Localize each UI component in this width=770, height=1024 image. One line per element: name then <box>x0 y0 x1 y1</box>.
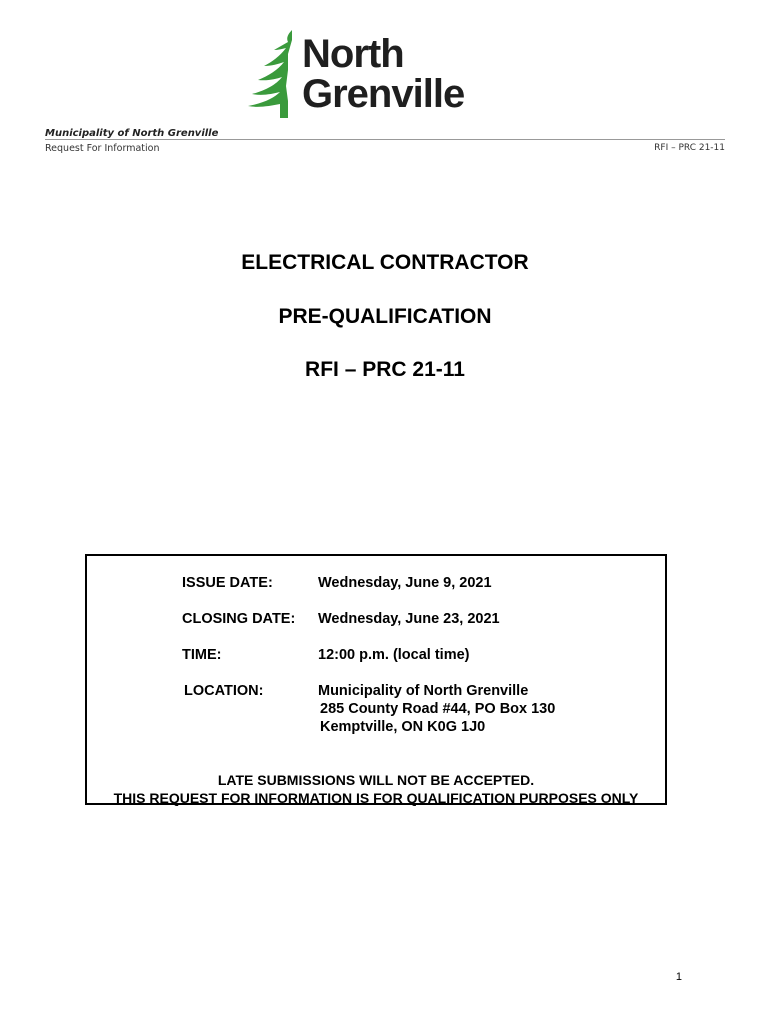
north-grenville-logo <box>244 26 484 121</box>
header-municipality: Municipality of North Grenville <box>45 128 219 139</box>
location-line-1: Municipality of North Grenville <box>318 683 529 699</box>
logo-line-grenville: Grenville <box>302 72 465 116</box>
purpose-notice: THIS REQUEST FOR INFORMATION IS FOR QUALIFICATION PURPOSES ONLY <box>113 790 639 806</box>
location-label: LOCATION: <box>184 683 264 699</box>
tree-logo-icon <box>244 26 304 121</box>
issue-date-label: ISSUE DATE: <box>182 575 273 591</box>
logo-wordmark <box>302 34 464 114</box>
late-submissions-notice: LATE SUBMISSIONS WILL NOT BE ACCEPTED. <box>217 772 535 788</box>
document-title: ELECTRICAL CONTRACTOR <box>241 251 529 274</box>
issue-date-value: Wednesday, June 9, 2021 <box>318 575 492 591</box>
closing-date-value: Wednesday, June 23, 2021 <box>318 611 500 627</box>
header-reference: RFI – PRC 21-11 <box>654 143 725 153</box>
header-subtitle: Request For Information <box>45 143 160 154</box>
closing-date-label: CLOSING DATE: <box>182 611 296 627</box>
logo-line-north: North <box>302 32 404 76</box>
details-box <box>85 554 667 805</box>
location-line-3: Kemptville, ON K0G 1J0 <box>320 719 486 735</box>
location-line-2: 285 County Road #44, PO Box 130 <box>320 701 556 717</box>
time-label: TIME: <box>182 647 222 663</box>
time-value: 12:00 p.m. (local time) <box>318 647 470 663</box>
document-reference: RFI – PRC 21-11 <box>305 358 465 381</box>
page-number: 1 <box>675 971 682 983</box>
document-subtitle: PRE-QUALIFICATION <box>278 305 492 328</box>
header-divider <box>45 139 725 140</box>
